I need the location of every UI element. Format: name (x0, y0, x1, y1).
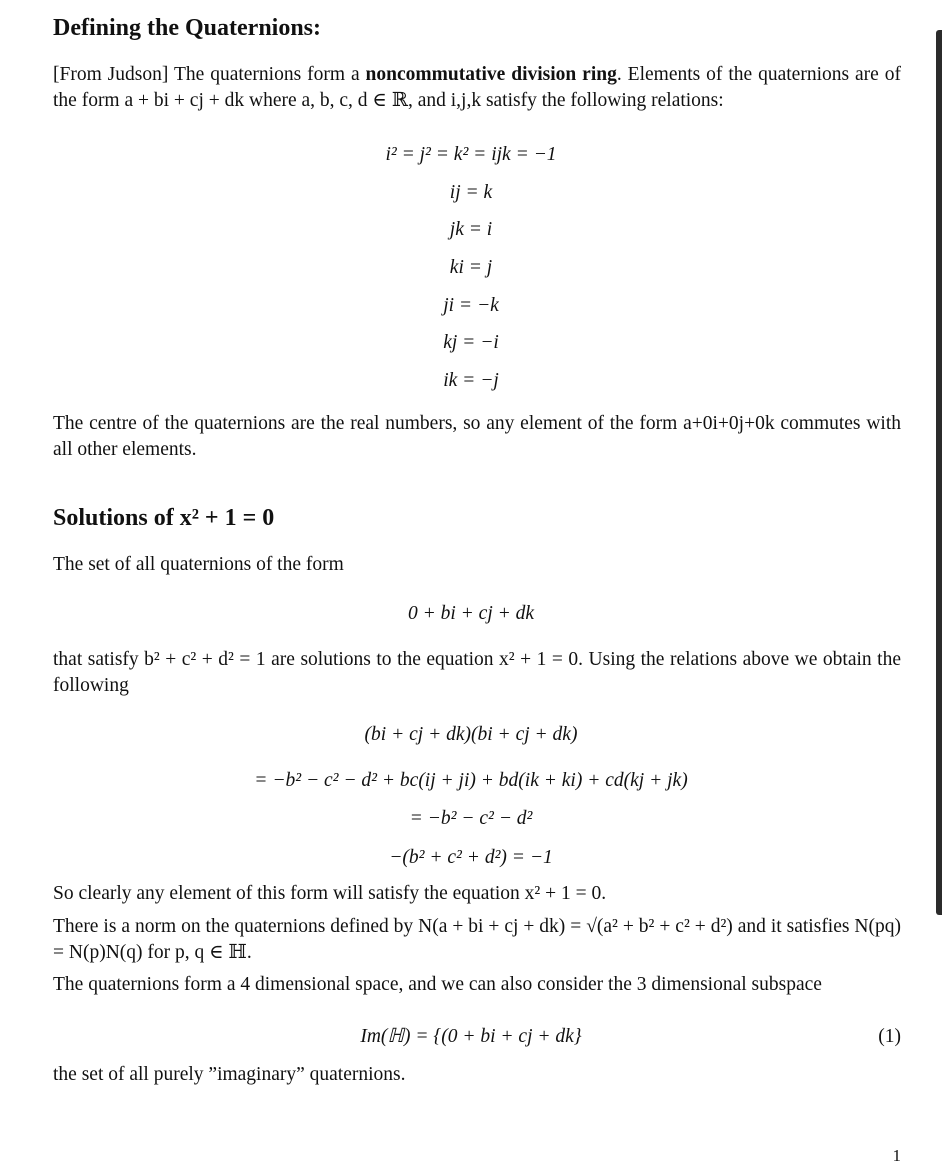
space-paragraph (53, 972, 901, 998)
centre-paragraph (53, 411, 901, 463)
derivation-line: = −b² − c² − d² (409, 808, 533, 829)
relation-equation: jk = i (449, 219, 493, 240)
imaginary-paragraph (53, 1062, 901, 1088)
set-paragraph (53, 552, 901, 578)
derivation-line: (bi + cj + dk)(bi + cj + dk) (364, 724, 578, 745)
relation-equation: ji = −k (443, 295, 499, 316)
intro-text-end: . Elements of the quaternions are of the form a + bi + cj + dk where a, b, c, d ∈ ℝ, and i,j,k satisfy the following relations: (53, 64, 902, 111)
page-number: 1 (892, 1146, 901, 1165)
imaginary-text: the set of all purely ”imaginary” quaternions. (53, 1064, 406, 1085)
relation-equation: kj = −i (443, 332, 499, 353)
intro-paragraph (53, 62, 901, 114)
norm-paragraph (53, 914, 901, 966)
relation-equation: i² = j² = k² = ijk = −1 (385, 144, 557, 165)
clearly-paragraph (53, 881, 901, 907)
imaginary-subspace-equation: Im(ℍ) = {(0 + bi + cj + dk} (360, 1026, 582, 1047)
satisfy-paragraph (53, 647, 901, 699)
intro-text-start: [From Judson] The quaternions form a (53, 64, 366, 85)
satisfy-text: that satisfy b² + c² + d² = 1 are solutions to the equation x² + 1 = 0. Using the relations above we obtain the following (53, 649, 901, 696)
relation-equation: ki = j (449, 257, 493, 278)
space-text: The quaternions form a 4 dimensional space, and we can also consider the 3 dimensional subspace (53, 974, 822, 995)
derivation-line: −(b² + c² + d²) = −1 (389, 847, 553, 868)
section-title-solutions: Solutions of x² + 1 = 0 (53, 505, 275, 531)
relation-equation: ik = −j (443, 370, 499, 391)
section-title-defining-quaternions: Defining the Quaternions: (53, 15, 322, 41)
centre-text: The centre of the quaternions are the real numbers, so any element of the form a+0i+0j+0k commutes with all other elements. (53, 413, 901, 460)
norm-text: There is a norm on the quaternions defined by N(a + bi + cj + dk) = √(a² + b² + c² + d²) and it satisfies N(pq) = N(p)N(q) for p, q ∈ ℍ. (53, 916, 901, 963)
equation-number: (1) (878, 1026, 901, 1047)
clearly-text: So clearly any element of this form will satisfy the equation x² + 1 = 0. (53, 883, 607, 904)
form-equation: 0 + bi + cj + dk (407, 603, 535, 624)
set-text: The set of all quaternions of the form (53, 554, 344, 575)
vertical-scrollbar[interactable] (936, 30, 942, 915)
relation-equation: ij = k (449, 182, 493, 203)
intro-bold-term: noncommutative division ring (365, 64, 617, 85)
derivation-line: = −b² − c² − d² + bc(ij + ji) + bd(ik + ki) + cd(kj + jk) (254, 770, 688, 791)
